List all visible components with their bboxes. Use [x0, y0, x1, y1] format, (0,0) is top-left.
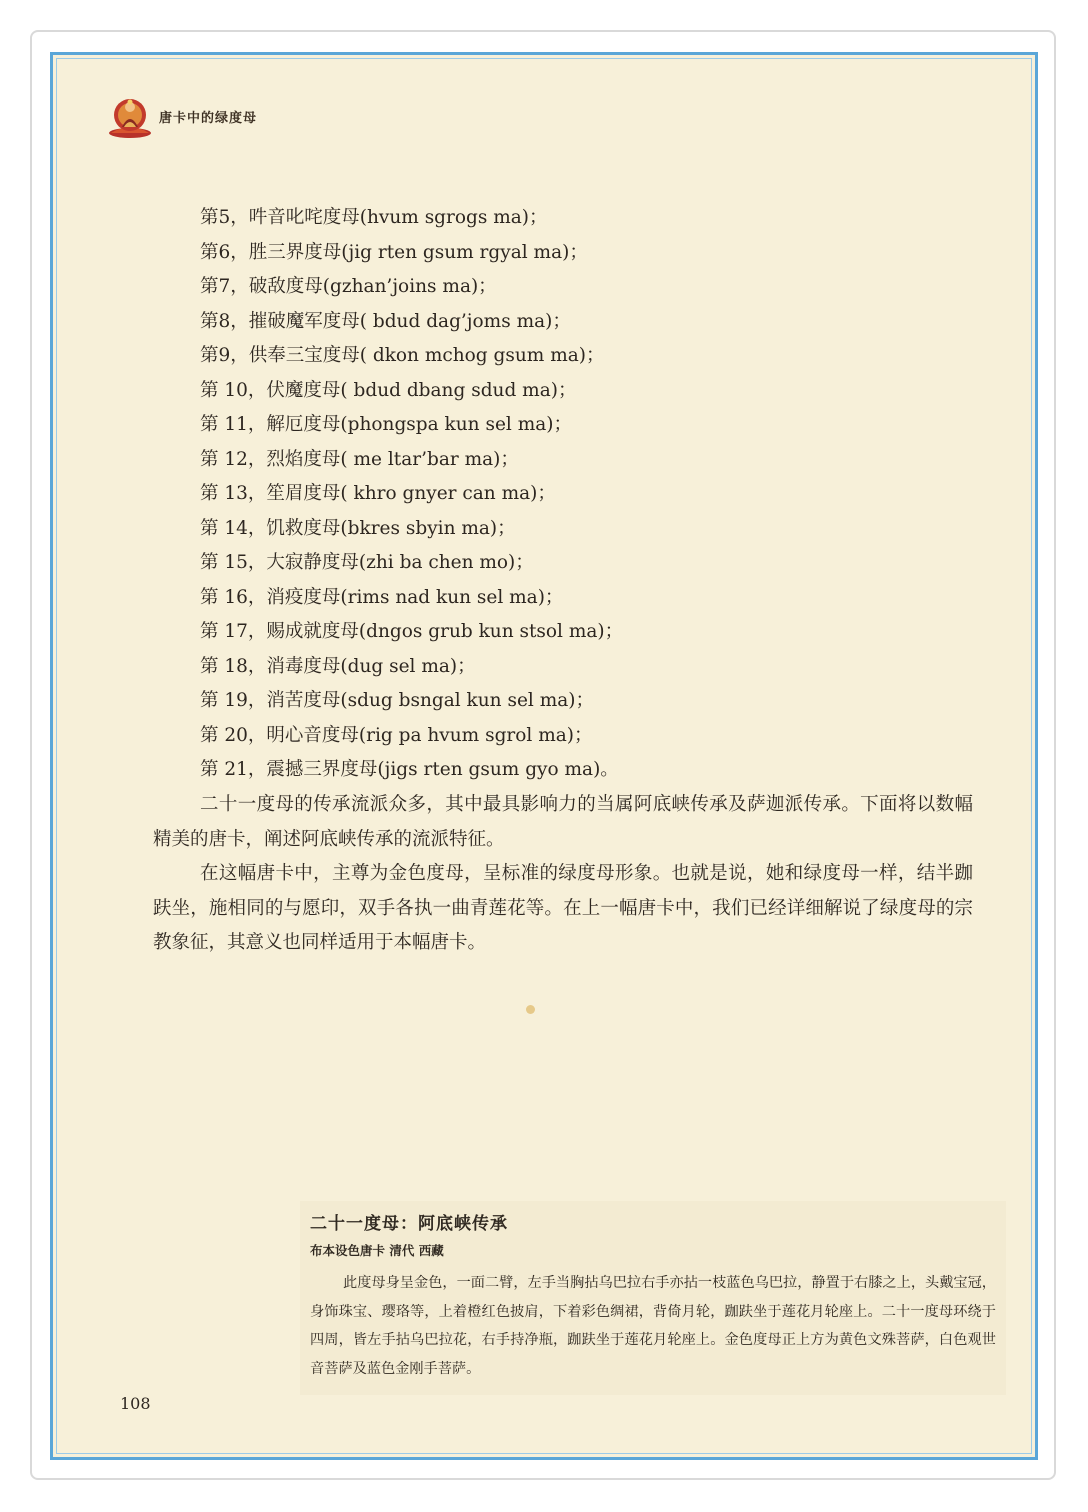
list-item: 第8，摧破魔军度母( bdud dag’joms ma)；: [200, 310, 571, 332]
paragraph: 二十一度母的传承流派众多，其中最具影响力的当属阿底峡传承及萨迦派传承。下面将以数幅精美的唐卡，阐述阿底峡传承的流派特征。: [153, 794, 973, 850]
caption-subtitle: 布本设色唐卡 清代 西藏: [310, 1243, 444, 1258]
caption-title: 二十一度母：阿底峡传承: [310, 1214, 508, 1234]
list-item: 第 11，解厄度母(phongspa kun sel ma)；: [200, 414, 572, 435]
list-item: 第 12，烈焰度母( me ltar’bar ma)；: [200, 448, 519, 470]
list-item: 第7，破敌度母(gzhan’joins ma)；: [200, 276, 497, 297]
list-item: 第 10，伏魔度母( bdud dbang sdud ma)；: [200, 379, 577, 401]
list-item: 第 14，饥救度母(bkres sbyin ma)；: [200, 517, 516, 539]
paper-speck: [526, 1005, 535, 1014]
list-item: 第9，供奉三宝度母( dkon mchog gsum ma)；: [200, 345, 605, 366]
list-item: 第 19，消苦度母(sdug bsngal kun sel ma)；: [200, 690, 594, 711]
body-text: [153, 788, 973, 961]
thangka-deity-emblem-icon: [107, 93, 153, 139]
list-item: 第 16，消疫度母(rims nad kun sel ma)；: [200, 586, 564, 608]
list-item: 第5，吽音叱咤度母(hvum sgrogs ma)；: [200, 207, 548, 228]
list-item: 第6，胜三界度母(jig rten gsum rgyal ma)；: [200, 241, 588, 263]
page-number: 108: [120, 1394, 151, 1413]
list-item: 第 17，赐成就度母(dngos grub kun stsol ma)；: [200, 621, 624, 642]
paragraph: 在这幅唐卡中，主尊为金色度母，呈标准的绿度母形象。也就是说，她和绿度母一样，结半跏趺坐，施相同的与愿印，双手各执一曲青莲花等。在上一幅唐卡中，我们已经详细解说了绿度母的宗教象征，其意义也同样适用于本幅唐卡。: [153, 863, 973, 953]
book-page: [50, 52, 1038, 1460]
list-item: 第 18，消毒度母(dug sel ma)；: [200, 655, 476, 677]
running-header: [107, 93, 257, 139]
list-item: 第 15，大寂静度母(zhi ba chen mo)；: [200, 552, 534, 573]
caption-description: 此度母身呈金色，一面二臂，左手当胸拈乌巴拉右手亦拈一枝蓝色乌巴拉，静置于右膝之上，头戴宝冠，身饰珠宝、璎珞等，上着橙红色披肩，下着彩色绸裙，背倚月轮，跏趺坐于莲花月轮座上。二十一度母环绕于四周，皆左手拈乌巴拉花，右手持净瓶，跏趺坐于莲花月轮座上。金色度母正上方为黄色文殊菩萨，白色观世音菩萨及蓝色金刚手菩萨。: [310, 1275, 996, 1377]
figure-caption: [300, 1201, 1006, 1395]
list-item: 第 21，震撼三界度母(jigs rten gsum gyo ma)。: [200, 759, 619, 780]
list-item: 第 20，明心音度母(rig pa hvum sgrol ma)；: [200, 724, 593, 746]
tara-list: [200, 201, 623, 788]
list-item: 第 13，笙眉度母( khro gnyer can ma)；: [200, 483, 556, 504]
book-title: 唐卡中的绿度母: [159, 110, 258, 126]
